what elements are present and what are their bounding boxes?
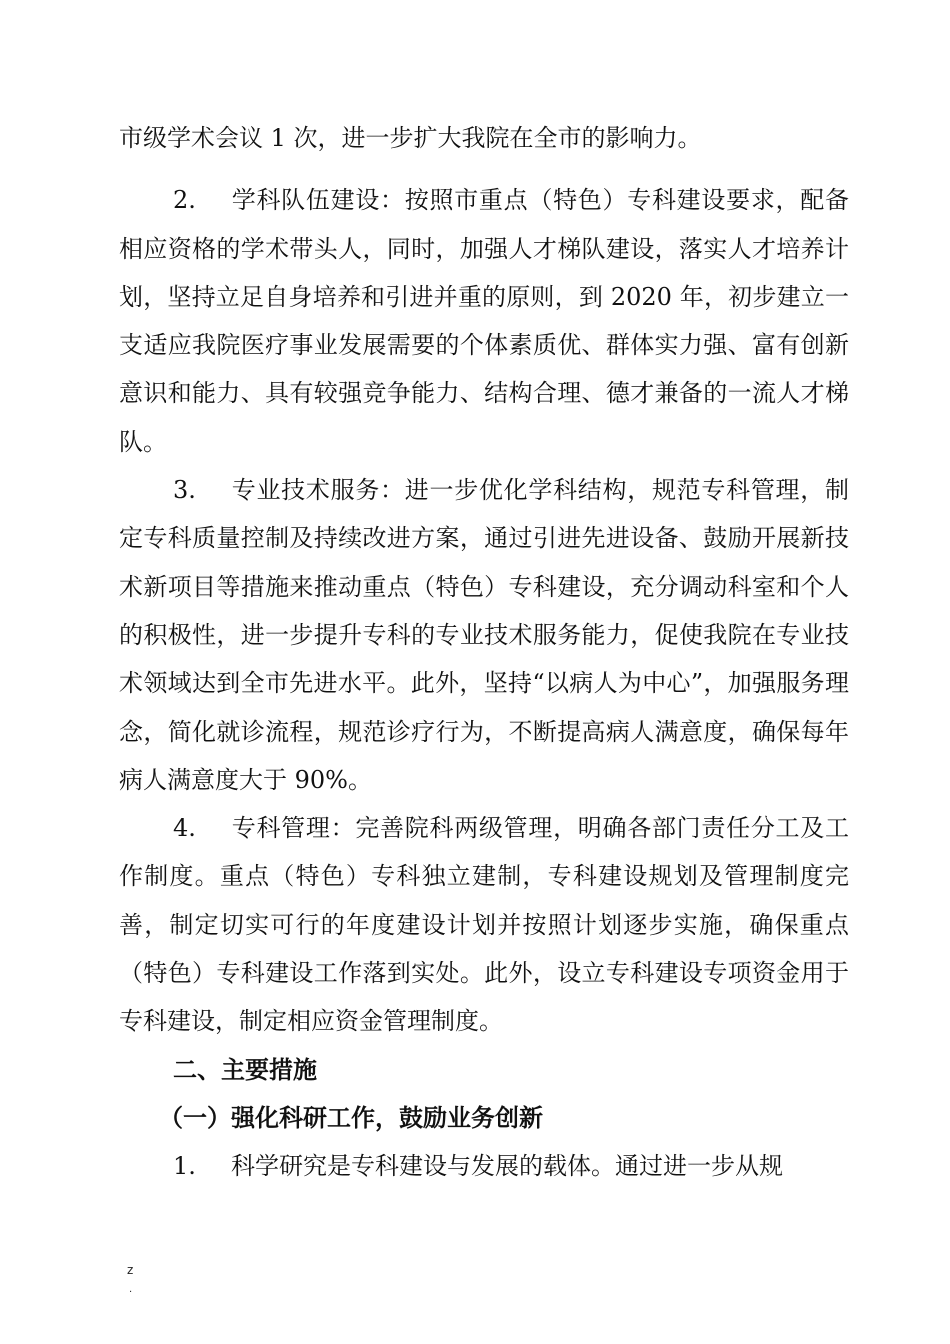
paragraph-text: 专业技术服务：进一步优化学科结构，规范专科管理，制定专科质量控制及持续改进方案，通过引进先进设备、鼓励开展新技术新项目等措施来推动重点（特色）专科建设，充分调动科室和个人的积极性，进一步提升专科的专业技术服务能力，促使我院在专业技术领域达到全市先进水平。此外，坚持“以病人为中心”，加强服务理念，简化就诊流程，规范诊疗行为，不断提高病人满意度，确保每年病人满意度大于 90%。 bbox=[119, 476, 849, 794]
paragraph-research bbox=[119, 1142, 849, 1190]
paragraph-text: 专科管理：完善院科两级管理，明确各部门责任分工及工作制度。重点（特色）专科独立建制，专科建设规划及管理制度完善，制定切实可行的年度建设计划并按照计划逐步实施，确保重点（特色）专科建设工作落到实处。此外，设立专科建设专项资金用于专科建设，制定相应资金管理制度。 bbox=[119, 814, 849, 1036]
section-heading: 二、主要措施 bbox=[173, 1055, 317, 1084]
document-body bbox=[119, 114, 849, 1191]
footer-dot: . bbox=[129, 1284, 133, 1295]
item-number-3: 3. bbox=[173, 476, 196, 505]
item-number-1: 1. bbox=[173, 1152, 196, 1181]
paragraph-text: 科学研究是专科建设与发展的载体。通过进一步从规 bbox=[231, 1152, 783, 1181]
item-number-4: 4. bbox=[173, 814, 196, 843]
paragraph-specialty-management bbox=[119, 804, 849, 1045]
paragraph-technical-service bbox=[119, 466, 849, 804]
paragraph-continuation: 市级学术会议 1 次，进一步扩大我院在全市的影响力。 bbox=[119, 124, 702, 152]
paragraph-text: 学科队伍建设：按照市重点（特色）专科建设要求，配备相应资格的学术带头人，同时，加强人才梯队建设，落实人才培养计划，坚持立足自身培养和引进并重的原则，到 2020 年，初步建立一支适应我院医疗事业发展需要的个体素质优、群体实力强、富有创新意识和能力、具有较强竞争能力、结构合理、德才兼备的一流人才梯队。 bbox=[119, 186, 849, 456]
subsection-heading: （一）强化科研工作，鼓励业务创新 bbox=[159, 1103, 543, 1132]
item-number-2: 2. bbox=[173, 186, 196, 215]
footer-mark: z bbox=[127, 1263, 134, 1277]
paragraph-team-building bbox=[119, 176, 849, 466]
